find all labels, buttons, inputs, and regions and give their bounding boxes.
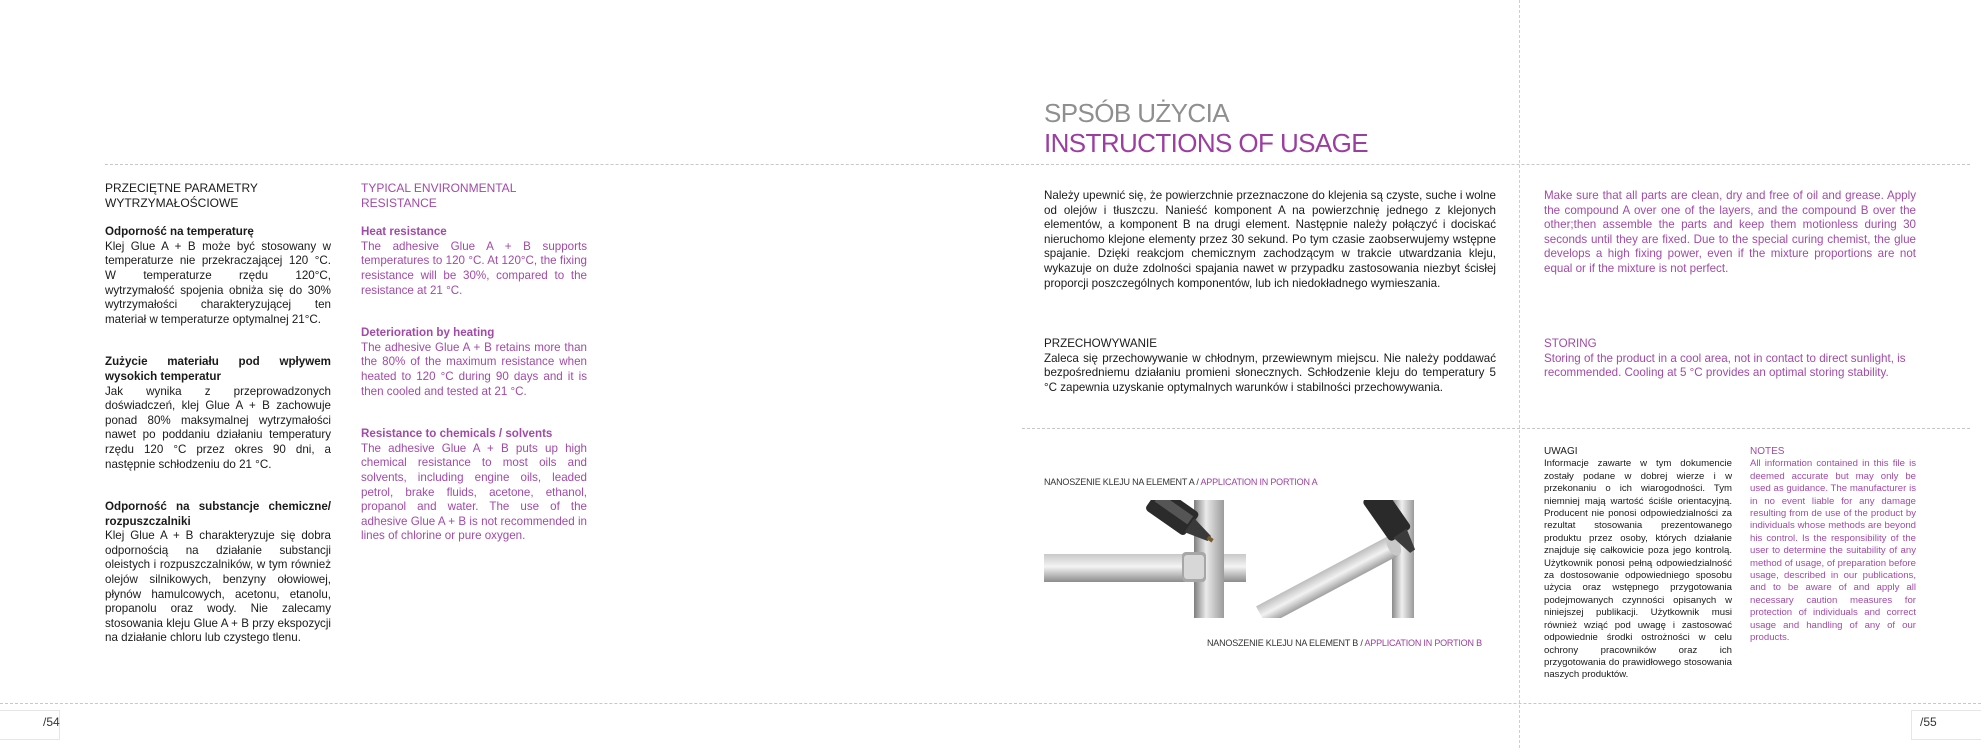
caption-application-b [1207, 638, 1482, 649]
caption-a-pl: NANOSZENIE KLEJU NA ELEMENT A / [1044, 477, 1201, 487]
page-number-right: /55 [1920, 715, 1937, 729]
page-number-left: /54 [43, 715, 60, 729]
storage-title-en: STORING [1544, 337, 1597, 350]
caption-application-a [1044, 477, 1317, 488]
column-title-pl-line2: WYTRZYMAŁOŚCIOWE [105, 195, 239, 210]
section-heading-deterioration-en: Deterioration by heating [361, 326, 495, 340]
section-heading-chemicals-en: Resistance to chemicals / solvents [361, 427, 553, 441]
storage-section-pl [1044, 337, 1496, 395]
bottom-rule [0, 703, 1981, 704]
section-heading-temperature-pl: Odporność na temperaturę [105, 225, 254, 239]
section-body-chemicals-en: The adhesive Glue A + B puts up high chemical resistance to most oils and solvents, including engine oils, leaded petrol, brake fluids, acetone, ethanol, propanol and water. The use of the adhesive Glue A + B is not recommended in lines of chlorine or pure oxygen. [361, 441, 587, 543]
mid-rule-right [1022, 428, 1970, 429]
section-body-wear-pl: Jak wynika z przeprowadzonych doświadczeń, klej Glue A + B zachowuje ponad 80% maksymalnej wytrzymałości nawet po poddaniu działaniu temperatury rzędu 120 °C przez okres 90 dni, a następnie schłodzeniu do 21 °C. [105, 384, 331, 471]
notes-title-en: NOTES [1750, 446, 1785, 457]
section-heading-heat-en: Heat resistance [361, 225, 447, 239]
section-body-chemicals-pl: Klej Glue A + B charakteryzuje się dobra odpornością na działanie substancji oleistych i rozpuszczalników, w tym również olejów silnikowych, benzyny ołowiowej, płynów hamulcowych, acetonu, etanolu, propanolu oraz wody. Nie zalecamy stosowania kleju Glue A + B przy ekspozycji na działanie chloru lub czystego tlenu. [105, 529, 331, 645]
usage-instructions-en: Make sure that all parts are clean, dry and free of oil and grease. Apply the compound A over one of the layers, and the compound B over the other;then assemble the parts and keep them motionless during 30 seconds until they are fixed. Due to the special curing chemist, the glue develops a high fixing power, even if the mixture proportions are not equal or if the mixture is not perfect. [1544, 189, 1916, 275]
caption-b-pl: NANOSZENIE KLEJU NA ELEMENT B / [1207, 638, 1365, 648]
column-title-pl-line1: PRZECIĘTNE PARAMETRY [105, 181, 258, 195]
storage-section-en [1544, 337, 1916, 381]
notes-body-en: All information contained in this file is deemed accurate but may only be used as guidance. The manufacturer is in no event liable for any damage resulting from de use of the product by individuals whose methods are beyond his control. Is the responsibility of the user to determine the suitability of any method of usage, of preparation before usage, described in our publications, and to be aware of and apply all necessary caution measures for protection of individuals and correct usage and handling of any of our products. [1750, 458, 1916, 644]
section-body-heat-en: The adhesive Glue A + B supports temperatures to 120 °C. At 120°C, the fixing resistance will be 30%, compared to the resistance at 21 °C. [361, 239, 587, 297]
section-body-deterioration-en: The adhesive Glue A + B retains more than the 80% of the maximum resistance when heated to 120 °C during 90 days and it is then cooled and tested at 21 °C. [361, 340, 587, 398]
storage-body-pl: Zaleca się przechowywanie w chłodnym, przewiewnym miejscu. Nie należy poddawać bezpośredniemu działaniu promieni słonecznych. Schłodzenie kleju do temperatury 5 °C zapewnia uzyskanie optymalnych warunków i stabilności przechowywania. [1044, 351, 1496, 394]
environmental-resistance-column-en [361, 181, 587, 544]
strength-parameters-column-pl [105, 181, 331, 646]
column-title-en-line1: TYPICAL ENVIRONMENTAL [361, 181, 517, 195]
notes-section-en [1750, 446, 1916, 645]
usage-title-en: INSTRUCTIONS OF USAGE [1044, 128, 1368, 158]
column-title-en-line2: RESISTANCE [361, 195, 437, 210]
section-body-temperature-pl: Klej Glue A + B może być stosowany w temperaturze nie przekraczającej 120 °C. W temperaturze rzędu 120°C, wytrzymałość spojenia obniża się do 30% wytrzymałości charakteryzującej ten materiał w temperaturze optymalnej 21°C. [105, 239, 331, 326]
photo-a-illustration [1044, 500, 1246, 618]
usage-instructions-pl: Należy upewnić się, że powierzchnie przeznaczone do klejenia są czyste, suche i wolne od olejów i tłuszczu. Nanieść komponent A na powierzchnię jednego z klejonych elementów, a komponent B na drugi element. Następnie należy połączyć i dociskać nieruchomo klejone elementy przez 30 sekund. Po tym czasie zaobserwujemy wstępne spajanie. Dzięki reakcjom chemicznym zachodzącym w trakcie utwardzania kleju, wykazuje on duże zdolności spajania nawet w przypadku zastosowania niezbyt ścisłej proporcji poszczególnych komponentów, lub ich niedokładnego wymieszania. [1044, 189, 1496, 290]
notes-body-pl: Informacje zawarte w tym dokumencie zostały podane w dobrej wierze i w przekonaniu o ich wiarogodności. Tym niemniej mają wartość ściśle orientacyjną. Producent nie ponosi odpowiedzialności za rezultat stosowania prezentowanego produktu przez osoby, których działanie znajduje się całkowicie poza jego kontrolą. Użytkownik ponosi pełną odpowiedzialność za dostosowanie odpowiedniego sposobu użycia oraz wstępnego przygotowania podejmowanych czynności opisanych w niniejszej publikacji. Użytkownik musi również wziąć pod uwagę i zastosować odpowiednie środki ostrożności w celu ochrony pracowników oraz ich przygotowania do prawidłowego stosowania naszych produktów. [1544, 458, 1732, 681]
storage-title-pl: PRZECHOWYWANIE [1044, 337, 1157, 350]
caption-b-en: APPLICATION IN PORTION B [1364, 638, 1482, 648]
glue-application-photo-b [1250, 500, 1452, 618]
spine-divider [1519, 0, 1520, 748]
top-rule [105, 164, 1970, 165]
notes-section-pl [1544, 446, 1732, 682]
notes-title-pl: UWAGI [1544, 446, 1578, 457]
caption-a-en: APPLICATION IN PORTION A [1200, 477, 1318, 487]
section-heading-wear-pl: Zużycie materiału pod wpływem wysokich temperatur [105, 355, 331, 383]
section-heading-chemicals-pl: Odporność na substancje chemiczne/ rozpuszczalniki [105, 500, 331, 528]
storage-body-en: Storing of the product in a cool area, not in contact to direct sunlight, is recommended. Cooling at 5 °C provides an optimal storing stability. [1544, 351, 1906, 380]
glue-application-photo-a [1044, 500, 1246, 618]
photo-b-illustration [1250, 500, 1452, 618]
usage-title-pl: SPSÓB UŻYCIA [1044, 98, 1229, 128]
